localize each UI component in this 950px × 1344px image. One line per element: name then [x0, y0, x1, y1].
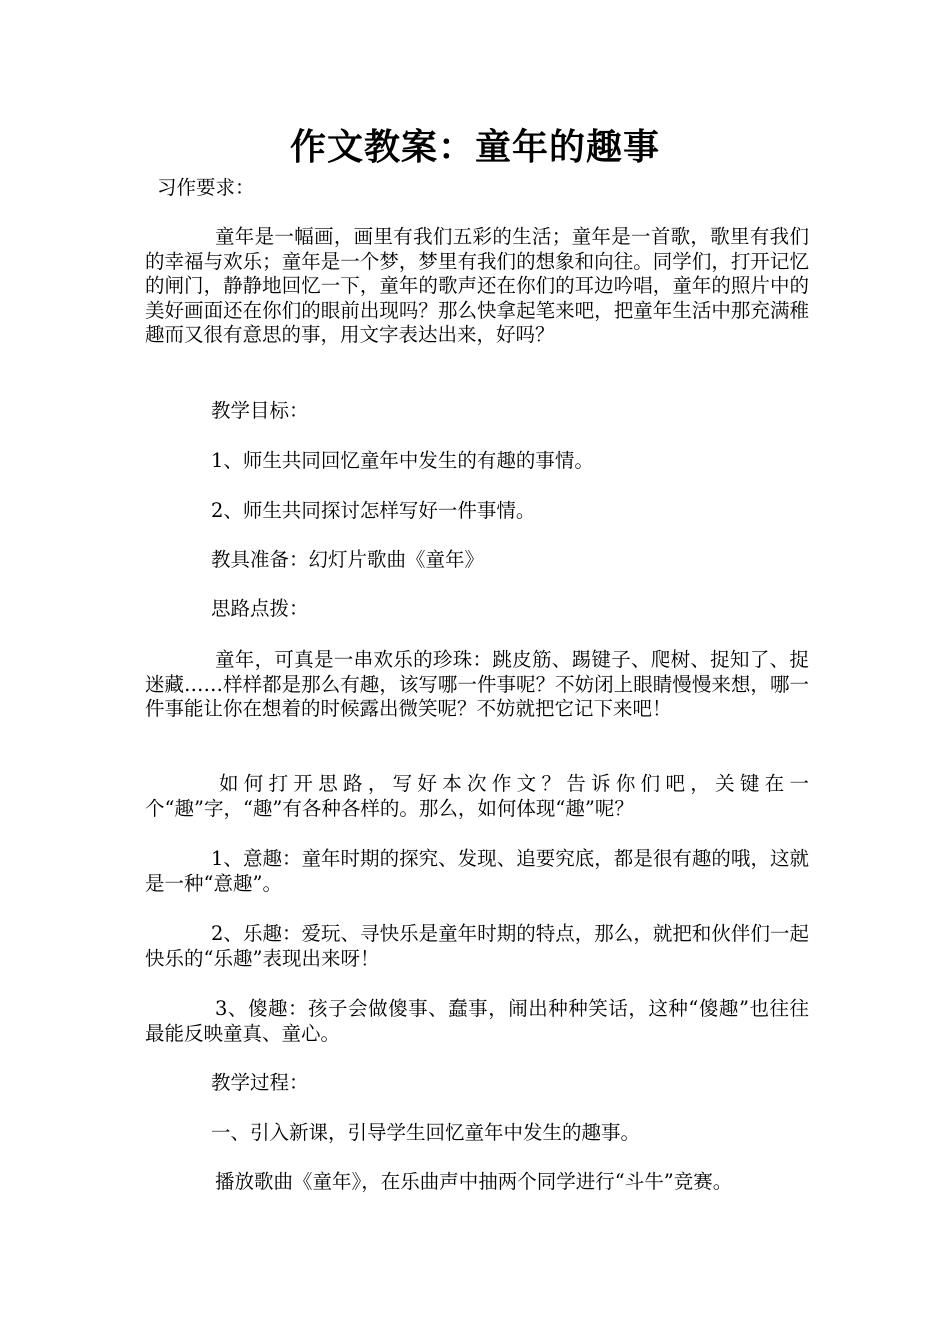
section-heading-requirements: 习作要求： [157, 176, 255, 199]
paragraph-ideas: 童年，可真是一串欢乐的珍珠：跳皮筋、踢键子、爬树、捉知了、捉迷藏……样样都是那么有趣，该写哪一件事呢？不妨闭上眼睛慢慢来想，哪一件事能让你在想着的时候露出微笑呢？不妨就把它记下来吧！ [145, 648, 809, 720]
process-step-1-detail: 播放歌曲《童年》，在乐曲声中抽两个同学进行“斗牛”竞赛。 [215, 1170, 733, 1193]
section-heading-goals: 教学目标： [211, 399, 309, 422]
fun-type-3: 3、傻趣：孩子会做傻事、蠢事，闹出种种笑话，这种“傻趣”也往往最能反映童真、童心。 [145, 997, 809, 1045]
teaching-aids: 教具准备：幻灯片歌曲《童年》 [211, 548, 485, 571]
paragraph-key-fun: 如何打开思路，写好本次作文？告诉你们吧，关键在一个“趣”字，“趣”有各种各样的。那么，如何体现“趣”呢？ [145, 772, 809, 820]
paragraph-intro: 童年是一幅画，画里有我们五彩的生活；童年是一首歌，歌里有我们的幸福与欢乐；童年是一个梦，梦里有我们的想象和向往。同学们，打开记忆的闸门，静静地回忆一下，童年的歌声还在你们的耳边吟唱，童年的照片中的美好画面还在你们的眼前出现吗？那么快拿起笔来吧，把童年生活中那充满稚趣而又很有意思的事，用文字表达出来，好吗？ [145, 225, 809, 346]
goal-item-2: 2、师生共同探讨怎样写好一件事情。 [211, 499, 536, 522]
process-step-1: 一、引入新课，引导学生回忆童年中发生的趣事。 [211, 1121, 641, 1144]
fun-type-1: 1、意趣：童年时期的探究、发现、追要究底，都是很有趣的哦，这就是一种“意趣”。 [145, 847, 809, 895]
fun-type-2: 2、乐趣：爱玩、寻快乐是童年时期的特点，那么，就把和伙伴们一起快乐的“乐趣”表现出来呀！ [145, 922, 809, 970]
section-heading-ideas: 思路点拨： [211, 597, 309, 620]
section-heading-process: 教学过程： [211, 1071, 309, 1094]
goal-item-1: 1、师生共同回忆童年中发生的有趣的事情。 [211, 449, 594, 472]
document-title: 作文教案：童年的趣事 [289, 127, 660, 168]
